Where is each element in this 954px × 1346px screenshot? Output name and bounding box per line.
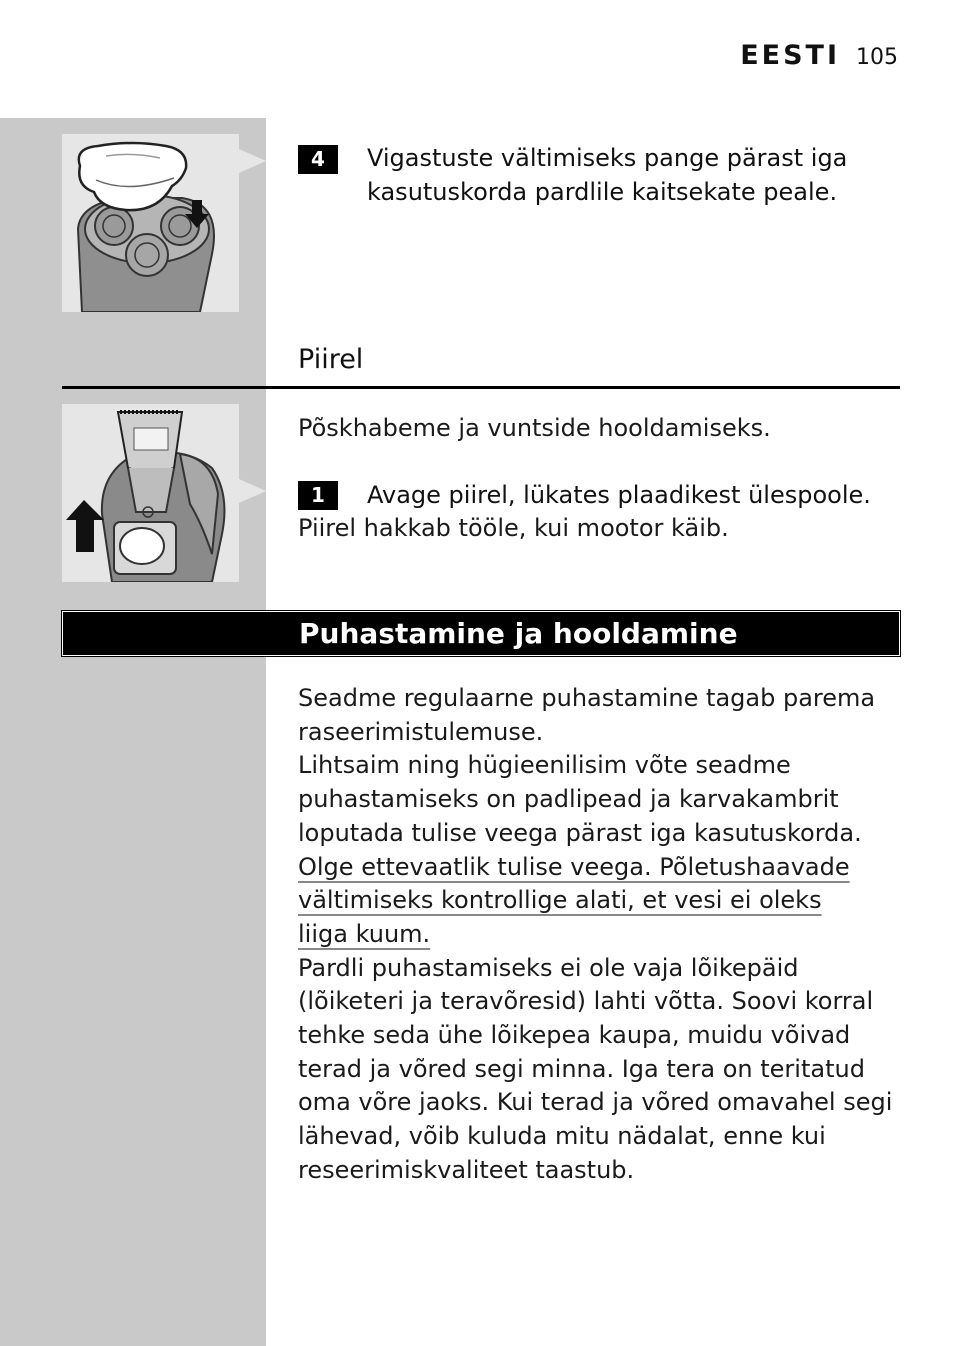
page-number: 105: [856, 45, 898, 70]
trimmer-intro: Põskhabeme ja vuntside hooldamiseks.: [298, 414, 771, 442]
section-heading-cleaning: Puhastamine ja hooldamine: [299, 617, 738, 650]
illustration-protective-cap: [62, 134, 239, 312]
paragraph: Lihtsaim ning hügieenilisim võte seadme puhastamiseks on padlipead ja karvakambrit loputada tulise veega pärast iga kasutuskorda.: [298, 751, 862, 847]
warning-text: Olge ettevaatlik tulise veega. Põletushaavade vältimiseks kontrollige alati, et vesi ei oleks liiga kuum.: [298, 852, 850, 948]
trimmer-note: Piirel hakkab tööle, kui mootor käib.: [298, 514, 729, 542]
illustration-trimmer: [62, 404, 239, 582]
figure-pointer: [239, 149, 266, 173]
language-label: EESTI: [740, 40, 840, 71]
cleaning-body: [298, 682, 900, 1188]
paragraph: Pardli puhastamiseks ei ole vaja lõikepäid (lõiketeri ja teravõresid) lahti võtta. Soovi korral tehke seda ühe lõikepea kaupa, muidu võivad terad ja võred segi minna. Iga tera on teritatud oma võre jaoks. Kui terad ja võred omavahel segi lähevad, võib kuluda mitu nädalat, enne kui reseerimiskvaliteet taastub.: [298, 953, 893, 1184]
step-text: Avage piirel, lükates plaadikest ülespoole.: [367, 481, 871, 509]
paragraph: Seadme regulaarne puhastamine tagab parema raseerimistulemuse.: [298, 684, 876, 746]
section-heading-bar: [62, 611, 900, 656]
section-divider: [62, 386, 900, 389]
step-number-badge: 4: [298, 145, 338, 174]
step-text: Vigastuste vältimiseks pange pärast iga kasutuskorda pardlile kaitsekate peale.: [367, 144, 848, 206]
page-header: [740, 40, 898, 71]
figure-pointer: [239, 479, 266, 503]
step-number-badge: 1: [298, 481, 338, 510]
section-heading-trimmer: Piirel: [298, 344, 364, 375]
shaver-cap-drawing: [62, 134, 239, 312]
trimmer-drawing: [62, 404, 239, 582]
